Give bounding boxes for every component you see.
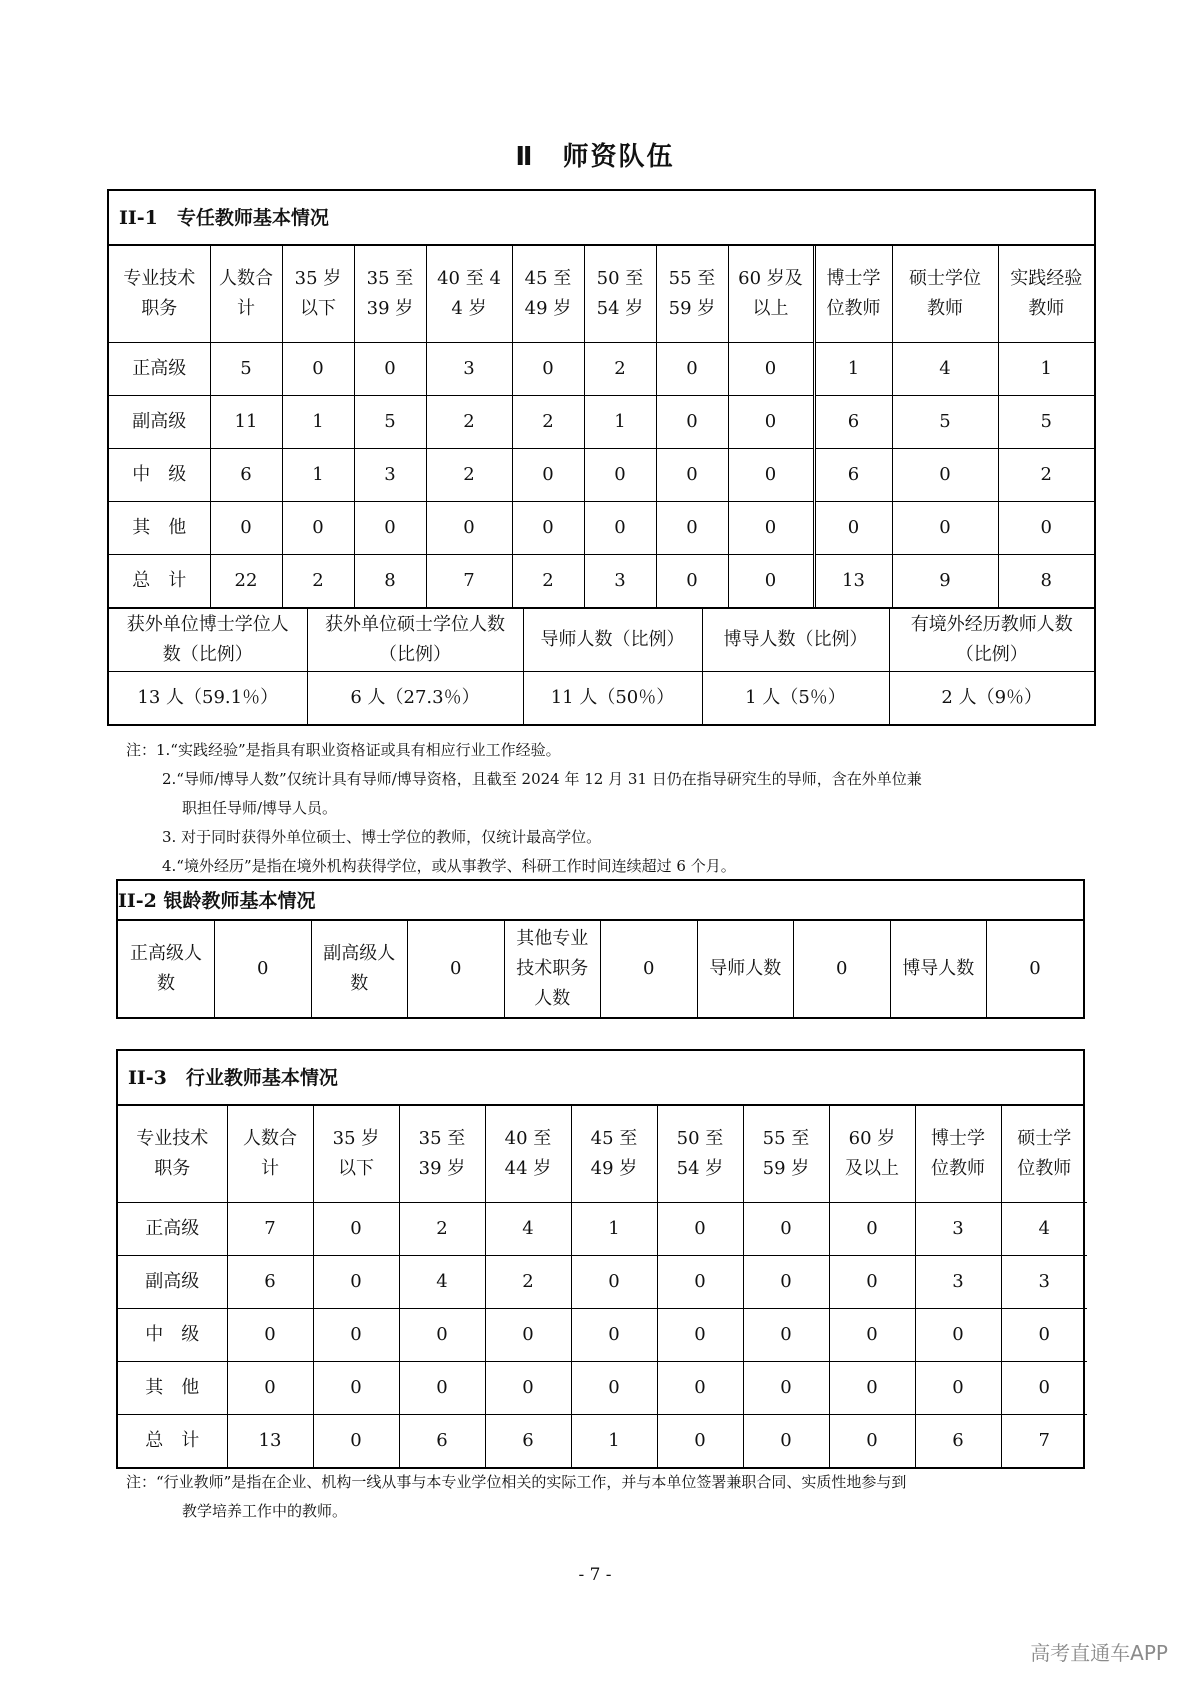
table-ii-1-grid: [109, 246, 1094, 607]
table-ii-3-grid: [118, 1106, 1087, 1467]
table-cell: 1: [814, 343, 892, 396]
table-cell: 0: [728, 396, 814, 449]
table-cell: 中 级: [109, 449, 210, 502]
table-cell: 0: [743, 1415, 829, 1468]
table-cell: 0: [571, 1309, 657, 1362]
table-cell: 2: [512, 555, 584, 608]
table-cell: 正高级: [118, 1203, 227, 1256]
table-cell: 0: [728, 343, 814, 396]
table-cell: 获外单位硕士学位人数（比例）: [307, 608, 523, 672]
table-cell: 硕士学位教师: [1001, 1106, 1087, 1203]
table-cell: 40 至 44 岁: [485, 1106, 571, 1203]
table-cell: 4: [399, 1256, 485, 1309]
table-cell: 0: [728, 555, 814, 608]
table-cell: 50 至 54 岁: [657, 1106, 743, 1203]
table-ii-2-grid: [118, 921, 1083, 1017]
table-cell: 1: [571, 1415, 657, 1468]
table-cell: 2: [485, 1256, 571, 1309]
table-cell: 2 人（9％）: [889, 672, 1094, 725]
table-cell: 6: [814, 449, 892, 502]
table-cell: 5: [210, 343, 282, 396]
table-cell: 实践经验教师: [998, 246, 1094, 343]
table-cell: 1: [282, 396, 354, 449]
table-row: [118, 921, 1083, 1017]
table-cell: 0: [728, 449, 814, 502]
table-cell: 中 级: [118, 1309, 227, 1362]
table-cell: 0: [601, 921, 698, 1017]
table-cell: 0: [743, 1309, 829, 1362]
table-cell: 45 至 49 岁: [512, 246, 584, 343]
table-cell: 0: [814, 502, 892, 555]
table-cell: 0: [485, 1362, 571, 1415]
table-cell: 0: [512, 449, 584, 502]
table-cell: 0: [426, 502, 512, 555]
table-cell: 1: [571, 1203, 657, 1256]
table-cell: 0: [215, 921, 312, 1017]
table-cell: 50 至 54 岁: [584, 246, 656, 343]
table-row: [109, 343, 1094, 396]
table-cell: 0: [313, 1203, 399, 1256]
table-cell: 2: [512, 396, 584, 449]
table-cell: 人数合计: [227, 1106, 313, 1203]
table-header-row: [118, 1106, 1087, 1203]
table-cell: 博士学位教师: [915, 1106, 1001, 1203]
table-row: [118, 1309, 1087, 1362]
table-ii-3: [116, 1049, 1085, 1469]
table-cell: 6 人（27.3％）: [307, 672, 523, 725]
table-cell: 7: [426, 555, 512, 608]
table-cell: 6: [814, 396, 892, 449]
table-cell: 其 他: [118, 1362, 227, 1415]
watermark: 高考直通车APP: [1030, 1641, 1168, 1665]
table-cell: 0: [728, 502, 814, 555]
note-line: 教学培养工作中的教师。: [182, 1502, 348, 1520]
table-cell: 0: [313, 1362, 399, 1415]
table-cell: 22: [210, 555, 282, 608]
table-cell: 0: [829, 1203, 915, 1256]
table-cell: 4: [1001, 1203, 1087, 1256]
table-cell: 博导人数（比例）: [702, 608, 889, 672]
table-cell: 其他专业技术职务人数: [504, 921, 601, 1017]
table-cell: 0: [657, 1362, 743, 1415]
table-cell: 0: [829, 1309, 915, 1362]
table-cell: 5: [354, 396, 426, 449]
table-cell: 有境外经历教师人数（比例）: [889, 608, 1094, 672]
table-row: [109, 555, 1094, 608]
table-cell: 0: [987, 921, 1084, 1017]
table-cell: 0: [512, 502, 584, 555]
table-ii-3-title: II-3 行业教师基本情况: [118, 1051, 1083, 1106]
table-cell: 专业技术职务: [118, 1106, 227, 1203]
table-cell: 0: [313, 1309, 399, 1362]
table-cell: 1: [998, 343, 1094, 396]
table-cell: 3: [915, 1203, 1001, 1256]
table-cell: 0: [657, 1309, 743, 1362]
table-cell: 副高级人数: [311, 921, 408, 1017]
table-cell: 硕士学位教师: [892, 246, 998, 343]
table-cell: 3: [1001, 1256, 1087, 1309]
table-cell: 6: [227, 1256, 313, 1309]
table-ii-1: [107, 189, 1096, 726]
note-line: 注：“行业教师”是指在企业、机构一线从事与本专业学位相关的实际工作，并与本单位签署兼职合同、实质性地参与到: [126, 1473, 907, 1491]
table-ii-1-title: II-1 专任教师基本情况: [109, 191, 1094, 246]
table-cell: 导师人数: [697, 921, 794, 1017]
table-cell: 0: [829, 1362, 915, 1415]
table-cell: 0: [915, 1309, 1001, 1362]
table-cell: 0: [829, 1415, 915, 1468]
table-cell: 60 岁及以上: [728, 246, 814, 343]
table-cell: 0: [656, 555, 728, 608]
table-cell: 0: [571, 1362, 657, 1415]
table-cell: 11 人（50％）: [523, 672, 702, 725]
table-cell: 4: [892, 343, 998, 396]
table-cell: 0: [657, 1415, 743, 1468]
table-cell: 0: [892, 449, 998, 502]
table-ii-2-title: II-2 银龄教师基本情况: [118, 881, 1083, 921]
table-row: [109, 449, 1094, 502]
table-cell: 6: [399, 1415, 485, 1468]
table-row: [118, 1362, 1087, 1415]
table-cell: 0: [998, 502, 1094, 555]
table-cell: 副高级: [118, 1256, 227, 1309]
table-cell: 0: [485, 1309, 571, 1362]
table-row: [109, 396, 1094, 449]
table-cell: 0: [313, 1415, 399, 1468]
table-cell: 0: [399, 1362, 485, 1415]
table-cell: 0: [915, 1362, 1001, 1415]
table-cell: 3: [915, 1256, 1001, 1309]
table-cell: 2: [399, 1203, 485, 1256]
table-cell: 35 岁以下: [313, 1106, 399, 1203]
table-row: [109, 672, 1094, 725]
table-cell: 专业技术职务: [109, 246, 210, 343]
table-cell: 35 至 39 岁: [354, 246, 426, 343]
table-cell: 0: [794, 921, 891, 1017]
table-cell: 0: [1001, 1362, 1087, 1415]
table-cell: 0: [656, 449, 728, 502]
table-cell: 6: [915, 1415, 1001, 1468]
table-cell: 35 至 39 岁: [399, 1106, 485, 1203]
table-cell: 2: [998, 449, 1094, 502]
table-cell: 45 至 49 岁: [571, 1106, 657, 1203]
table-cell: 0: [656, 343, 728, 396]
table-cell: 博士学位教师: [814, 246, 892, 343]
table-cell: 7: [1001, 1415, 1087, 1468]
page-number: - 7 -: [578, 1565, 612, 1585]
table-cell: 0: [512, 343, 584, 396]
table-cell: 0: [743, 1362, 829, 1415]
table-ii-1-summary: [109, 607, 1094, 724]
table-cell: 0: [282, 502, 354, 555]
table-cell: 55 至 59 岁: [656, 246, 728, 343]
table-cell: 总 计: [109, 555, 210, 608]
table-cell: 60 岁及以上: [829, 1106, 915, 1203]
table-cell: 0: [657, 1256, 743, 1309]
table-cell: 13: [814, 555, 892, 608]
table-cell: 1: [584, 396, 656, 449]
table-header-row: [109, 246, 1094, 343]
table-cell: 正高级: [109, 343, 210, 396]
table-cell: 副高级: [109, 396, 210, 449]
page-title: Ⅱ 师资队伍: [515, 142, 675, 172]
table-cell: 6: [210, 449, 282, 502]
table-cell: 55 至 59 岁: [743, 1106, 829, 1203]
table-cell: 8: [998, 555, 1094, 608]
table-cell: 2: [282, 555, 354, 608]
table-cell: 0: [399, 1309, 485, 1362]
table-cell: 0: [408, 921, 505, 1017]
table-cell: 正高级人数: [118, 921, 215, 1017]
table-cell: 0: [354, 502, 426, 555]
notes-ii-3: [126, 1468, 906, 1526]
note-line: 职担任导师/博导人员。: [182, 799, 338, 817]
table-cell: 总 计: [118, 1415, 227, 1468]
table-cell: 40 至 44 岁: [426, 246, 512, 343]
table-cell: 6: [485, 1415, 571, 1468]
table-cell: 4: [485, 1203, 571, 1256]
note-line: 2.“导师/博导人数”仅统计具有导师/博导资格，且截至 2024 年 12 月 31 日仍在指导研究生的导师，含在外单位兼: [162, 770, 922, 788]
table-cell: 0: [571, 1256, 657, 1309]
table-row: [109, 502, 1094, 555]
table-row: [118, 1203, 1087, 1256]
note-line: 4.“境外经历”是指在境外机构获得学位，或从事教学、科研工作时间连续超过 6 个月。: [162, 857, 736, 875]
table-cell: 0: [584, 449, 656, 502]
table-cell: 8: [354, 555, 426, 608]
table-cell: 0: [892, 502, 998, 555]
table-cell: 0: [210, 502, 282, 555]
table-cell: 获外单位博士学位人数（比例）: [109, 608, 307, 672]
notes-ii-1: [126, 736, 922, 881]
table-cell: 13: [227, 1415, 313, 1468]
table-cell: 3: [584, 555, 656, 608]
table-cell: 3: [354, 449, 426, 502]
table-header-row: [109, 608, 1094, 672]
table-cell: 35 岁以下: [282, 246, 354, 343]
table-row: [118, 1415, 1087, 1468]
table-cell: 2: [426, 396, 512, 449]
table-cell: 0: [656, 502, 728, 555]
table-cell: 5: [998, 396, 1094, 449]
table-cell: 11: [210, 396, 282, 449]
table-ii-2: [116, 879, 1085, 1019]
table-cell: 0: [657, 1203, 743, 1256]
table-cell: 0: [829, 1256, 915, 1309]
table-cell: 0: [656, 396, 728, 449]
table-cell: 0: [584, 502, 656, 555]
table-cell: 5: [892, 396, 998, 449]
note-line: 3. 对于同时获得外单位硕士、博士学位的教师，仅统计最高学位。: [162, 828, 602, 846]
table-cell: 0: [227, 1309, 313, 1362]
table-row: [118, 1256, 1087, 1309]
table-cell: 0: [282, 343, 354, 396]
table-cell: 13 人（59.1％）: [109, 672, 307, 725]
table-cell: 0: [354, 343, 426, 396]
table-cell: 1 人（5％）: [702, 672, 889, 725]
table-cell: 9: [892, 555, 998, 608]
table-cell: 人数合计: [210, 246, 282, 343]
table-cell: 3: [426, 343, 512, 396]
table-cell: 导师人数（比例）: [523, 608, 702, 672]
table-cell: 1: [282, 449, 354, 502]
table-cell: 0: [1001, 1309, 1087, 1362]
note-line: 注：1.“实践经验”是指具有职业资格证或具有相应行业工作经验。: [126, 741, 561, 759]
table-cell: 0: [313, 1256, 399, 1309]
table-cell: 2: [584, 343, 656, 396]
table-cell: 2: [426, 449, 512, 502]
table-cell: 0: [743, 1203, 829, 1256]
table-cell: 7: [227, 1203, 313, 1256]
table-cell: 其 他: [109, 502, 210, 555]
table-cell: 博导人数: [890, 921, 987, 1017]
table-cell: 0: [227, 1362, 313, 1415]
table-cell: 0: [743, 1256, 829, 1309]
